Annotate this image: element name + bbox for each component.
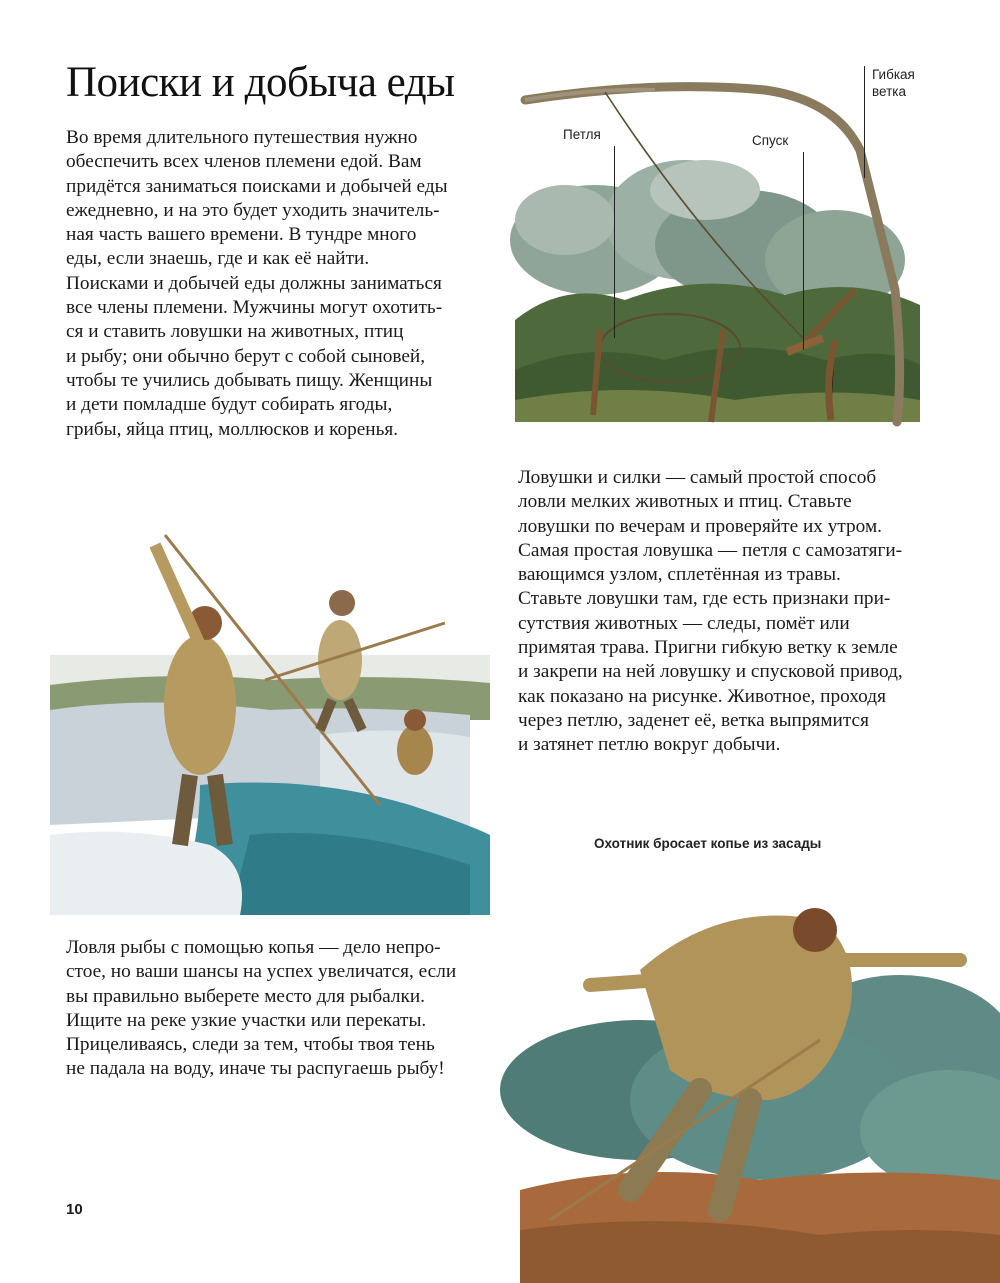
text-line: ная часть вашего времени. В тундре много [66,224,417,246]
pointer-line-branch [864,66,865,178]
text-line: через петлю, заденет её, ветка выпрямится [518,709,869,731]
text-line: и рыбу; они обычно берут с собой сыновей, [66,345,426,367]
text-line: стое, но ваши шансы на успех увеличатся, если [66,961,457,983]
text-line: вы правильно выберете место для рыбалки. [66,985,426,1007]
pointer-line-loop [614,146,615,338]
text-line: ловушки по вечерам и проверяйте их утром. [518,515,882,537]
text-line: и закрепи на ней ловушку и спусковой привод, [518,661,903,683]
intro-paragraph [66,126,448,442]
text-line: Во время длительного путешествия нужно [66,127,418,148]
label-loop: Петля [563,127,601,142]
text-line: придётся заниматься поисками и добычей еды [66,175,448,197]
text-line: и затянет петлю вокруг добычи. [518,734,781,756]
text-line: Ставьте ловушки там, где есть признаки при- [518,588,891,610]
text-line: и дети помладше будут собирать ягоды, [66,394,393,416]
label-branch-line1: Гибкая [872,67,915,82]
label-branch-line2: ветка [872,84,906,99]
text-line: вающимся узлом, сплетённая из травы. [518,564,841,586]
text-line: Ищите на реке узкие участки или перекаты. [66,1009,427,1031]
text-line: ся и ставить ловушки на животных, птиц [66,321,404,343]
text-line: ловли мелких животных и птиц. Ставьте [518,491,852,513]
text-line: Поисками и добычей еды должны заниматься [66,272,442,294]
hunter-caption: Охотник бросает копье из засады [594,836,822,851]
hunter-illustration [520,890,1000,1283]
text-line: не падала на воду, иначе ты распугаешь рыбу! [66,1058,445,1080]
text-line: ежедневно, и на это будет уходить значитель- [66,199,440,221]
trap-paragraph [518,466,903,758]
text-line: еды, если знаешь, где и как её найти. [66,248,370,270]
page-title: Поиски и добыча еды [66,59,455,106]
text-line: Самая простая ловушка — петля с самозатяги- [518,539,903,561]
text-line: Ловушки и силки — самый простой способ [518,467,877,488]
page-number: 10 [66,1201,83,1218]
text-line: сутствия животных — следы, помёт или [518,612,850,634]
text-line: Ловля рыбы с помощью копья — дело непро- [66,937,441,958]
fishing-illustration [50,505,490,915]
label-branch [872,66,915,100]
text-line: грибы, яйца птиц, моллюсков и коренья. [66,418,399,440]
text-line: Прицеливаясь, следи за тем, чтобы твоя тень [66,1034,435,1056]
text-line: обеспечить всех членов племени едой. Вам [66,151,422,173]
fishing-paragraph [66,936,456,1082]
text-line: примятая трава. Пригни гибкую ветку к земле [518,637,898,659]
label-trigger: Спуск [752,133,789,148]
text-line: чтобы те учились добывать пищу. Женщины [66,369,433,391]
text-line: как показано на рисунке. Животное, проходя [518,685,886,707]
pointer-line-trigger [803,152,804,350]
text-line: все члены племени. Мужчины могут охотить- [66,297,443,319]
